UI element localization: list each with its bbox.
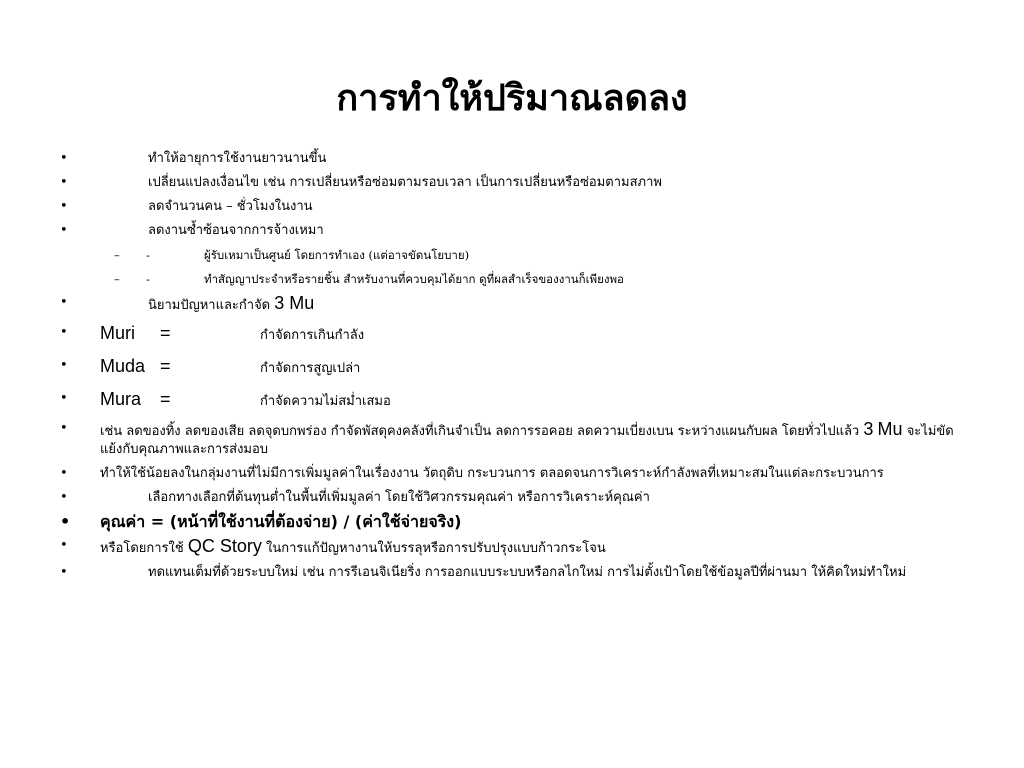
list-item xyxy=(60,222,960,240)
list-item xyxy=(60,174,960,192)
bullet-icon: • xyxy=(60,466,68,481)
item-text: เปลี่ยนแปลงเงื่อนไข เช่น การเปลี่ยนหรือซ่อมตามรอบเวลา เป็นการเปลี่ยนหรือซ่อมตามสภาพ xyxy=(148,175,662,190)
define-num: 3 Mu xyxy=(274,293,315,313)
mu-desc: กำจัดการเกินกำลัง xyxy=(260,328,365,343)
bullet-icon: • xyxy=(60,295,68,310)
mu-eq: = xyxy=(160,356,171,376)
mu-desc: กำจัดการสูญเปล่า xyxy=(260,361,361,376)
bullet-icon: • xyxy=(60,199,68,214)
slide-title: การทำให้ปริมาณลดลง xyxy=(336,77,688,119)
bullet-icon: • xyxy=(60,421,68,436)
mu-row xyxy=(60,354,960,381)
bullet-icon: • xyxy=(60,325,68,340)
list-item xyxy=(60,420,960,459)
para5-en: QC Story xyxy=(187,536,262,556)
bullet-icon: • xyxy=(60,512,71,531)
bullet-icon: • xyxy=(60,223,68,238)
mu-desc: กำจัดความไม่สม่ำเสมอ xyxy=(260,394,391,409)
para5-post: ในการแก้ปัญหางานให้บรรลุหรือการปรับปรุงแบบก้าวกระโจน xyxy=(266,541,606,556)
list-item xyxy=(60,513,960,531)
list-item xyxy=(60,489,960,507)
para2-text: ทำให้ใช้น้อยลงในกลุ่มงานที่ไม่มีการเพิ่มมูลค่าในเรื่องงาน วัตถุดิบ กระบวนการ ตลอดจนการวิเคราะห์กำลังพลที่เหมาะสมในแต่ละกระบวนการ xyxy=(100,466,884,481)
bullet-icon: • xyxy=(60,358,68,373)
bullet-icon: • xyxy=(60,565,68,580)
mu-term: Muri xyxy=(100,323,135,343)
dash-icon: – xyxy=(114,272,120,286)
para1-tail-en: Mu xyxy=(877,419,903,439)
list-item xyxy=(60,564,960,582)
bullet-icon: • xyxy=(60,151,68,166)
para5-pre: หรือโดยการใช้ xyxy=(100,541,184,556)
define-text: นิยามปัญหาและกำจัด xyxy=(148,298,271,313)
sub-item-lead: - xyxy=(146,248,150,262)
dash-icon: – xyxy=(114,248,120,262)
sub-item-text: ทำสัญญาประจำหรือรายชิ้น สำหรับงานที่ควบคุมได้ยาก ดูที่ผลสำเร็จของงานก็เพียงพอ xyxy=(204,272,624,286)
list-item xyxy=(60,465,960,483)
mu-eq: = xyxy=(160,323,171,343)
slide-content xyxy=(60,150,960,588)
bullet-icon: • xyxy=(60,538,68,553)
item-text: ลดงานซ้ำซ้อนจากการจ้างเหมา xyxy=(148,223,324,238)
para1-num: 3 xyxy=(863,419,874,439)
para1-text: เช่น ลดของทิ้ง ลดของเสีย ลดจุดบกพร่อง กำจัดพัสดุคงคลังที่เกินจำเป็น ลดการรอคอย ลดความเบี่ยงเบน ระหว่างแผนกับผล โดยทั่วไปแล้ว xyxy=(100,424,860,439)
item-text: ทำให้อายุการใช้งานยาวนานขึ้น xyxy=(148,151,327,166)
mu-eq: = xyxy=(160,389,171,409)
mu-term: Mura xyxy=(100,389,142,409)
bullet-icon: • xyxy=(60,175,68,190)
list-item xyxy=(60,150,960,168)
sub-item-text: ผู้รับเหมาเป็นศูนย์ โดยการทำเอง (แต่อาจขัดนโยบาย) xyxy=(204,248,470,262)
para1-tail: จะไม่ขัดแย้งกับคุณภาพและการส่งมอบ xyxy=(100,424,954,457)
bullet-icon: • xyxy=(60,490,68,505)
sub-list-item xyxy=(60,246,960,264)
sub-list-item xyxy=(60,270,960,288)
bullet-icon: • xyxy=(60,391,68,406)
mu-row xyxy=(60,321,960,348)
list-item xyxy=(60,198,960,216)
mu-row xyxy=(60,387,960,414)
para6-text: ทดแทนเต็มที่ด้วยระบบใหม่ เช่น การรีเอนจิเนียริ่ง การออกแบบระบบหรือกลไกใหม่ การไม่ตั้งเป้าโดยใช้ข้อมูลปีที่ผ่านมา ให้คิดใหม่ทำใหม่ xyxy=(148,565,907,580)
value-formula: คุณค่า = (หน้าที่ใช้งานที่ต้องจ่าย) / (ค่าใช้จ่ายจริง) xyxy=(100,512,462,531)
sub-item-lead: - xyxy=(146,272,150,286)
para3-text: เลือกทางเลือกที่ต้นทุนต่ำในพื้นที่เพิ่มมูลค่า โดยใช้วิศวกรรมคุณค่า หรือการวิเคราะห์คุณค่า xyxy=(148,490,650,505)
list-item xyxy=(60,537,960,558)
list-item xyxy=(60,294,960,315)
mu-term: Muda xyxy=(100,356,146,376)
item-text: ลดจำนวนคน – ชั่วโมงในงาน xyxy=(148,199,313,214)
